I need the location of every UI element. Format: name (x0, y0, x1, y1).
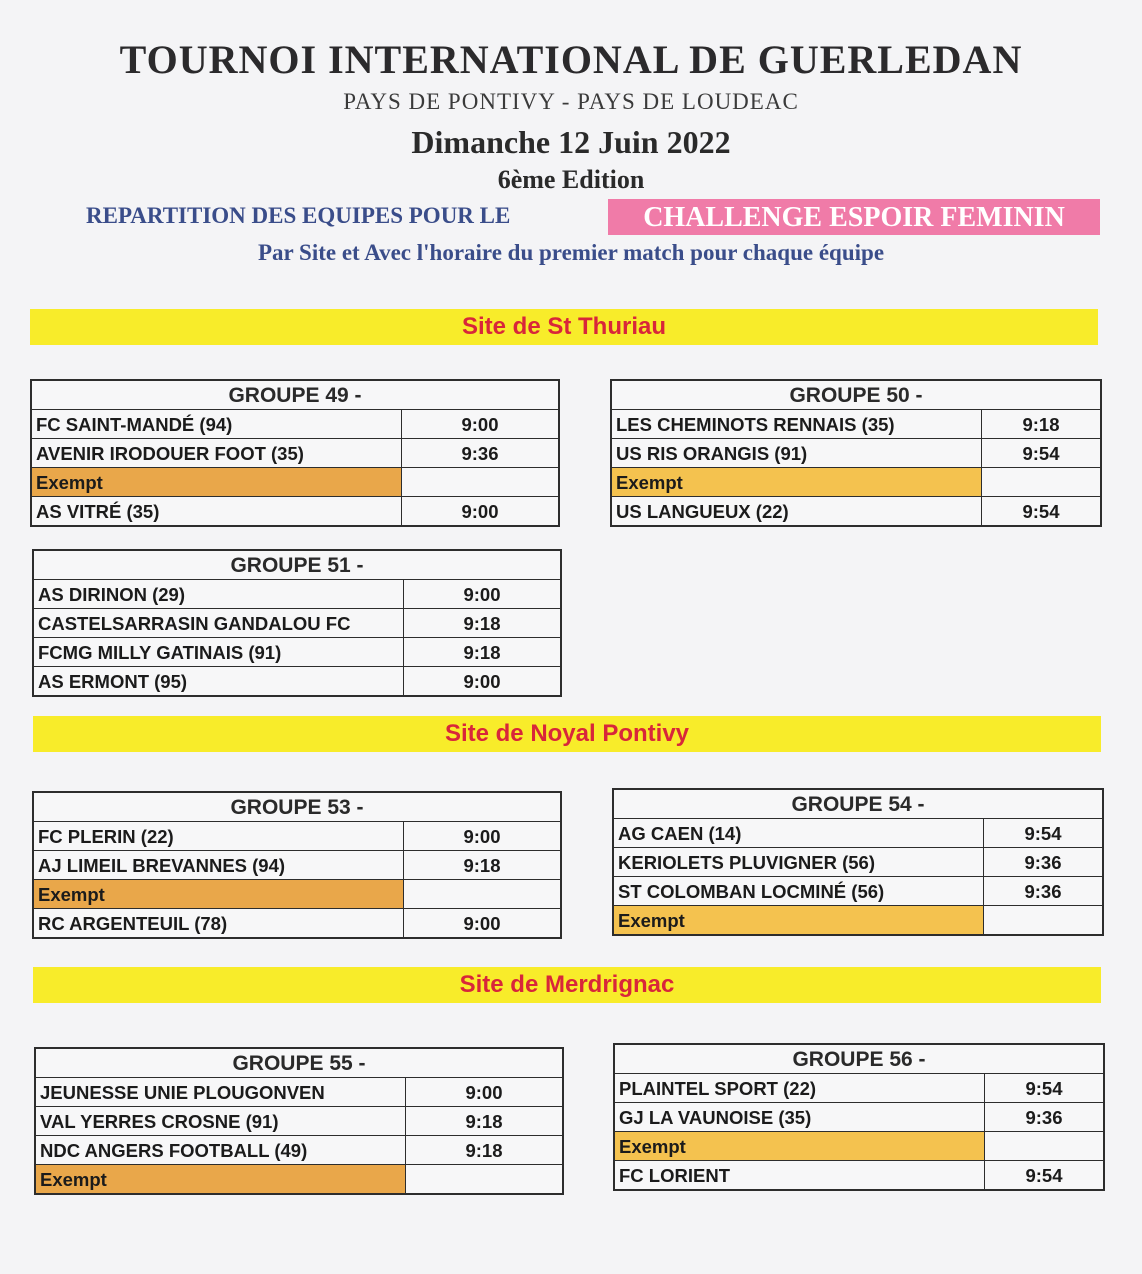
table-row (36, 1136, 562, 1165)
event-date: Dimanche 12 Juin 2022 (411, 124, 731, 160)
table-row (32, 410, 558, 439)
group-title: GROUPE 51 - (34, 551, 560, 580)
team-name: VAL YERRES CROSNE (91) (36, 1107, 406, 1135)
group-table (32, 791, 562, 939)
team-name: KERIOLETS PLUVIGNER (56) (614, 848, 984, 876)
group-table (30, 379, 560, 527)
table-row (615, 1103, 1103, 1132)
table-row (34, 638, 560, 667)
table-row (615, 1161, 1103, 1189)
group-table (613, 1043, 1105, 1191)
site-banner-st-thuriau: Site de St Thuriau (30, 309, 1098, 345)
match-time: 9:36 (1024, 852, 1062, 873)
table-row (36, 1165, 562, 1193)
match-time: 9:00 (465, 1082, 503, 1103)
group-table (610, 379, 1102, 527)
team-name: AS ERMONT (95) (34, 667, 404, 695)
match-time: 9:00 (463, 826, 501, 847)
team-name: US RIS ORANGIS (91) (612, 439, 982, 467)
group-title: GROUPE 50 - (612, 381, 1100, 410)
team-name: AS DIRINON (29) (34, 580, 404, 608)
match-time: 9:36 (1025, 1107, 1063, 1128)
challenge-banner: CHALLENGE ESPOIR FEMININ (608, 199, 1100, 235)
table-row (614, 877, 1102, 906)
match-time: 9:36 (1024, 881, 1062, 902)
team-name: FC PLERIN (22) (34, 822, 404, 850)
page-title: TOURNOI INTERNATIONAL DE GUERLEDAN (119, 37, 1023, 82)
team-name: AVENIR IRODOUER FOOT (35) (32, 439, 402, 467)
edition-label: 6ème Edition (497, 165, 645, 194)
team-name: FC SAINT-MANDÉ (94) (32, 410, 402, 438)
match-time: 9:00 (463, 584, 501, 605)
match-time: 9:18 (1022, 414, 1060, 435)
team-name: Exempt (36, 1165, 406, 1193)
schedule-note: Par Site et Avec l'horaire du premier match pour chaque équipe (257, 240, 885, 265)
team-name: LES CHEMINOTS RENNAIS (35) (612, 410, 982, 438)
page-subtitle: PAYS DE PONTIVY - PAYS DE LOUDEAC (343, 89, 799, 114)
match-time (982, 468, 1100, 496)
team-name: RC ARGENTEUIL (78) (34, 909, 404, 937)
group-title: GROUPE 53 - (34, 793, 560, 822)
team-name: AG CAEN (14) (614, 819, 984, 847)
match-time (984, 906, 1102, 934)
table-row (32, 468, 558, 497)
table-row (612, 439, 1100, 468)
table-row (612, 497, 1100, 525)
team-name: Exempt (32, 468, 402, 496)
table-row (34, 580, 560, 609)
match-time: 9:18 (465, 1140, 503, 1161)
match-time: 9:18 (463, 642, 501, 663)
table-row (612, 468, 1100, 497)
match-time: 9:00 (463, 913, 501, 934)
team-name: Exempt (615, 1132, 985, 1160)
match-time: 9:54 (1025, 1078, 1063, 1099)
match-time (402, 468, 558, 496)
site-banner-merdrignac: Site de Merdrignac (33, 967, 1101, 1003)
group-table (34, 1047, 564, 1195)
team-name: FC LORIENT (615, 1161, 985, 1189)
team-name: Exempt (614, 906, 984, 934)
repartition-label: REPARTITION DES EQUIPES POUR LE (86, 203, 511, 228)
match-time: 9:18 (463, 855, 501, 876)
team-name: US LANGUEUX (22) (612, 497, 982, 525)
group-title: GROUPE 55 - (36, 1049, 562, 1078)
match-time: 9:00 (463, 671, 501, 692)
team-name: AS VITRÉ (35) (32, 497, 402, 525)
table-row (36, 1107, 562, 1136)
team-name: Exempt (612, 468, 982, 496)
match-time: 9:54 (1022, 443, 1060, 464)
match-time: 9:18 (463, 613, 501, 634)
group-table (612, 788, 1104, 936)
table-row (615, 1074, 1103, 1103)
team-name: AJ LIMEIL BREVANNES (94) (34, 851, 404, 879)
table-row (612, 410, 1100, 439)
team-name: CASTELSARRASIN GANDALOU FC (34, 609, 404, 637)
match-time: 9:00 (461, 414, 499, 435)
team-name: Exempt (34, 880, 404, 908)
site-banner-noyal-pontivy: Site de Noyal Pontivy (33, 716, 1101, 752)
table-row (34, 667, 560, 695)
match-time (985, 1132, 1103, 1160)
group-title: GROUPE 56 - (615, 1045, 1103, 1074)
table-row (614, 848, 1102, 877)
match-time: 9:00 (461, 501, 499, 522)
group-title: GROUPE 49 - (32, 381, 558, 410)
table-row (34, 909, 560, 937)
match-time: 9:36 (461, 443, 499, 464)
table-row (32, 439, 558, 468)
match-time: 9:18 (465, 1111, 503, 1132)
table-row (34, 609, 560, 638)
team-name: FCMG MILLY GATINAIS (91) (34, 638, 404, 666)
match-time: 9:54 (1024, 823, 1062, 844)
group-table (32, 549, 562, 697)
table-row (615, 1132, 1103, 1161)
team-name: JEUNESSE UNIE PLOUGONVEN (36, 1078, 406, 1106)
team-name: ST COLOMBAN LOCMINÉ (56) (614, 877, 984, 905)
table-row (614, 819, 1102, 848)
table-row (32, 497, 558, 525)
group-title: GROUPE 54 - (614, 790, 1102, 819)
team-name: NDC ANGERS FOOTBALL (49) (36, 1136, 406, 1164)
team-name: GJ LA VAUNOISE (35) (615, 1103, 985, 1131)
table-row (34, 851, 560, 880)
table-row (34, 880, 560, 909)
table-row (34, 822, 560, 851)
table-row (614, 906, 1102, 934)
team-name: PLAINTEL SPORT (22) (615, 1074, 985, 1102)
match-time: 9:54 (1025, 1165, 1063, 1186)
table-row (36, 1078, 562, 1107)
match-time (404, 880, 560, 908)
match-time (406, 1165, 562, 1193)
match-time: 9:54 (1022, 501, 1060, 522)
